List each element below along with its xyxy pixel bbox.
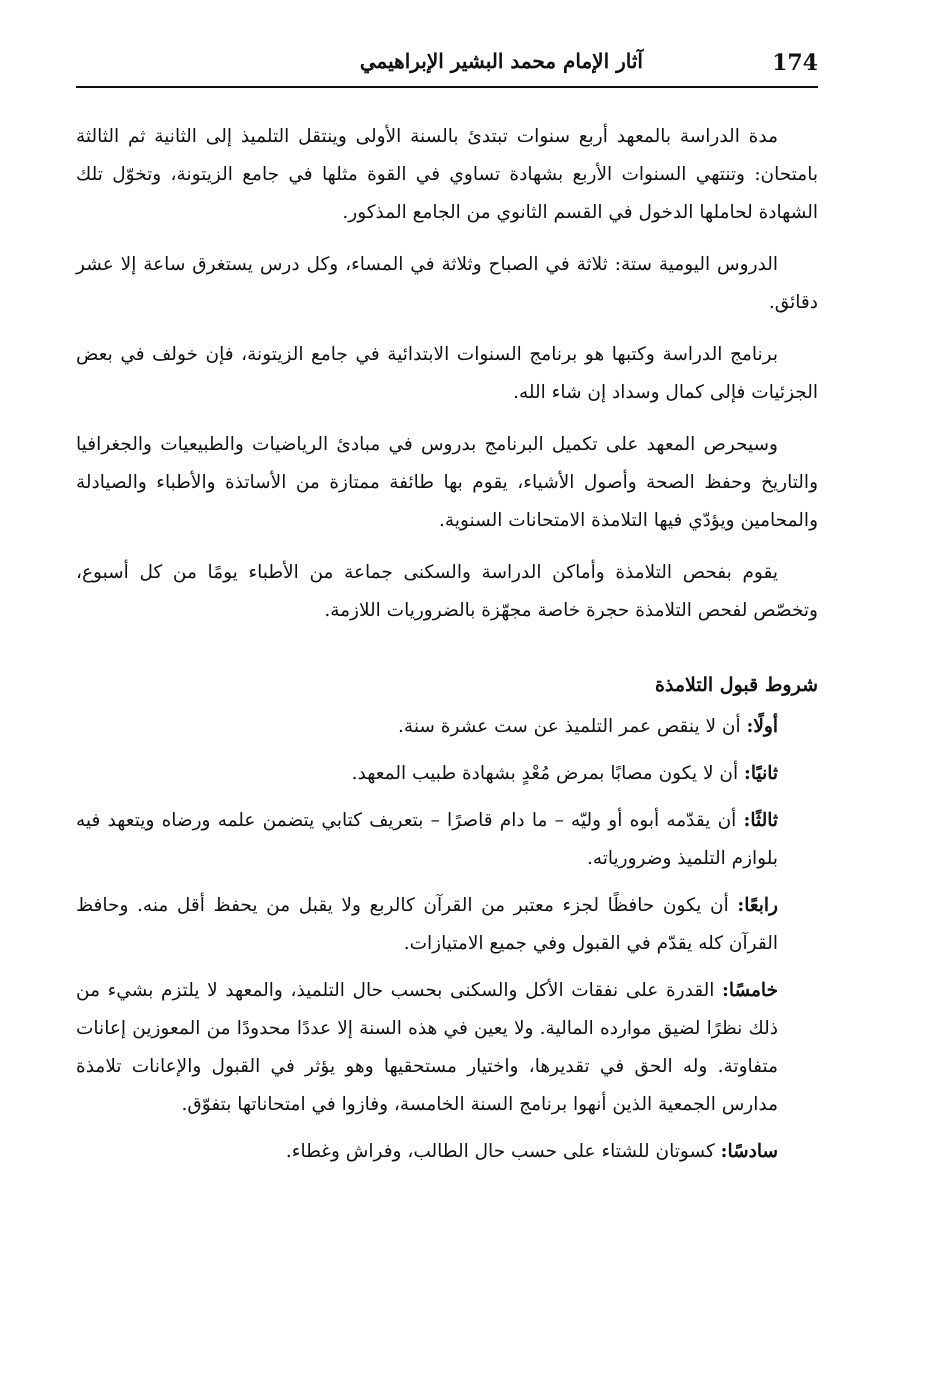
condition-item — [76, 1133, 818, 1171]
condition-label: أولًا: — [746, 716, 778, 737]
page-header — [76, 46, 818, 88]
condition-text: القدرة على نفقات الأكل والسكنى بحسب حال التلميذ، والمعهد لا يلتزم بشيء من ذلك نظرًا لضيق موارده المالية. ولا يعين في هذه السنة إلا عددًا محدودًا من المعوزين إعانات متفاوتة. وله الحق في تقديرها، واختيار مستحقيها وهو يؤثر في القبول والإعانات تلامذة مدارس الجمعية الذين أنهوا برنامج السنة الخامسة، وفازوا في امتحاناتها بتفوّق. — [76, 980, 778, 1115]
condition-text: أن يقدّمه أبوه أو وليّه – ما دام قاصرًا – بتعريف كتابي يتضمن علمه ورضاه ويتعهد فيه بلوازم التلميذ وضرورياته. — [76, 810, 778, 869]
section-heading: شروط قبول التلامذة — [654, 674, 818, 696]
condition-text: كسوتان للشتاء على حسب حال الطالب، وفراش وغطاء. — [285, 1141, 721, 1162]
paragraph-study-duration: مدة الدراسة بالمعهد أربع سنوات تبتدئ بالسنة الأولى وينتقل التلميذ إلى الثانية ثم الثالثة بامتحان: وتنتهي السنوات الأربع بشهادة تساوي في القوة مثلها في جامع الزيتونة، وتخوّل تلك الشهادة لحاملها الدخول في القسم الثانوي من الجامع المذكور. — [76, 126, 818, 223]
paragraph-curriculum: برنامج الدراسة وكتبها هو برنامج السنوات الابتدائية في جامع الزيتونة، فإن خولف في بعض الجزئيات فإلى كمال وسداد إن شاء الله. — [76, 344, 818, 403]
condition-label: سادسًا: — [720, 1141, 778, 1162]
condition-label: رابعًا: — [737, 895, 778, 916]
condition-text: أن يكون حافظًا لجزء معتبر من القرآن كالربع ولا يقبل من يحفظ أقل منه. وحافظ القرآن كله يقدّم في القبول وفي جميع الامتيازات. — [76, 895, 778, 954]
condition-item — [76, 755, 818, 793]
condition-item — [76, 708, 818, 746]
paragraph-extra-lessons: وسيحرص المعهد على تكميل البرنامج بدروس في مبادئ الرياضيات والطبيعيات والجغرافيا والتاريخ وحفظ الصحة وأصول الأشياء، يقوم بها طائفة ممتازة من الأساتذة والأطباء والصيادلة والمحامين ويؤدّي فيها التلامذة الامتحانات السنوية. — [76, 434, 818, 531]
paragraph-medical-exam: يقوم بفحص التلامذة وأماكن الدراسة والسكنى جماعة من الأطباء يومًا من كل أسبوع، وتخصّص لفحص التلامذة حجرة خاصة مجهّزة بالضروريات اللازمة. — [76, 562, 818, 621]
condition-label: خامسًا: — [722, 980, 778, 1001]
paragraph-daily-lessons: الدروس اليومية ستة: ثلاثة في الصباح وثلاثة في المساء، وكل درس يستغرق ساعة إلا عشر دقائق. — [76, 254, 818, 313]
condition-text: أن لا ينقص عمر التلميذ عن ست عشرة سنة. — [398, 716, 747, 737]
condition-label: ثانيًا: — [744, 763, 778, 784]
condition-label: ثالثًا: — [743, 810, 778, 831]
condition-item — [76, 802, 818, 878]
running-title: آثار الإمام محمد البشير الإبراهيمي — [359, 49, 643, 73]
page-body — [76, 118, 818, 1180]
condition-item — [76, 887, 818, 963]
page-number: 174 — [772, 50, 818, 76]
condition-item — [76, 972, 818, 1124]
condition-text: أن لا يكون مصابًا بمرض مُعْدٍ بشهادة طبيب المعهد. — [351, 763, 745, 784]
